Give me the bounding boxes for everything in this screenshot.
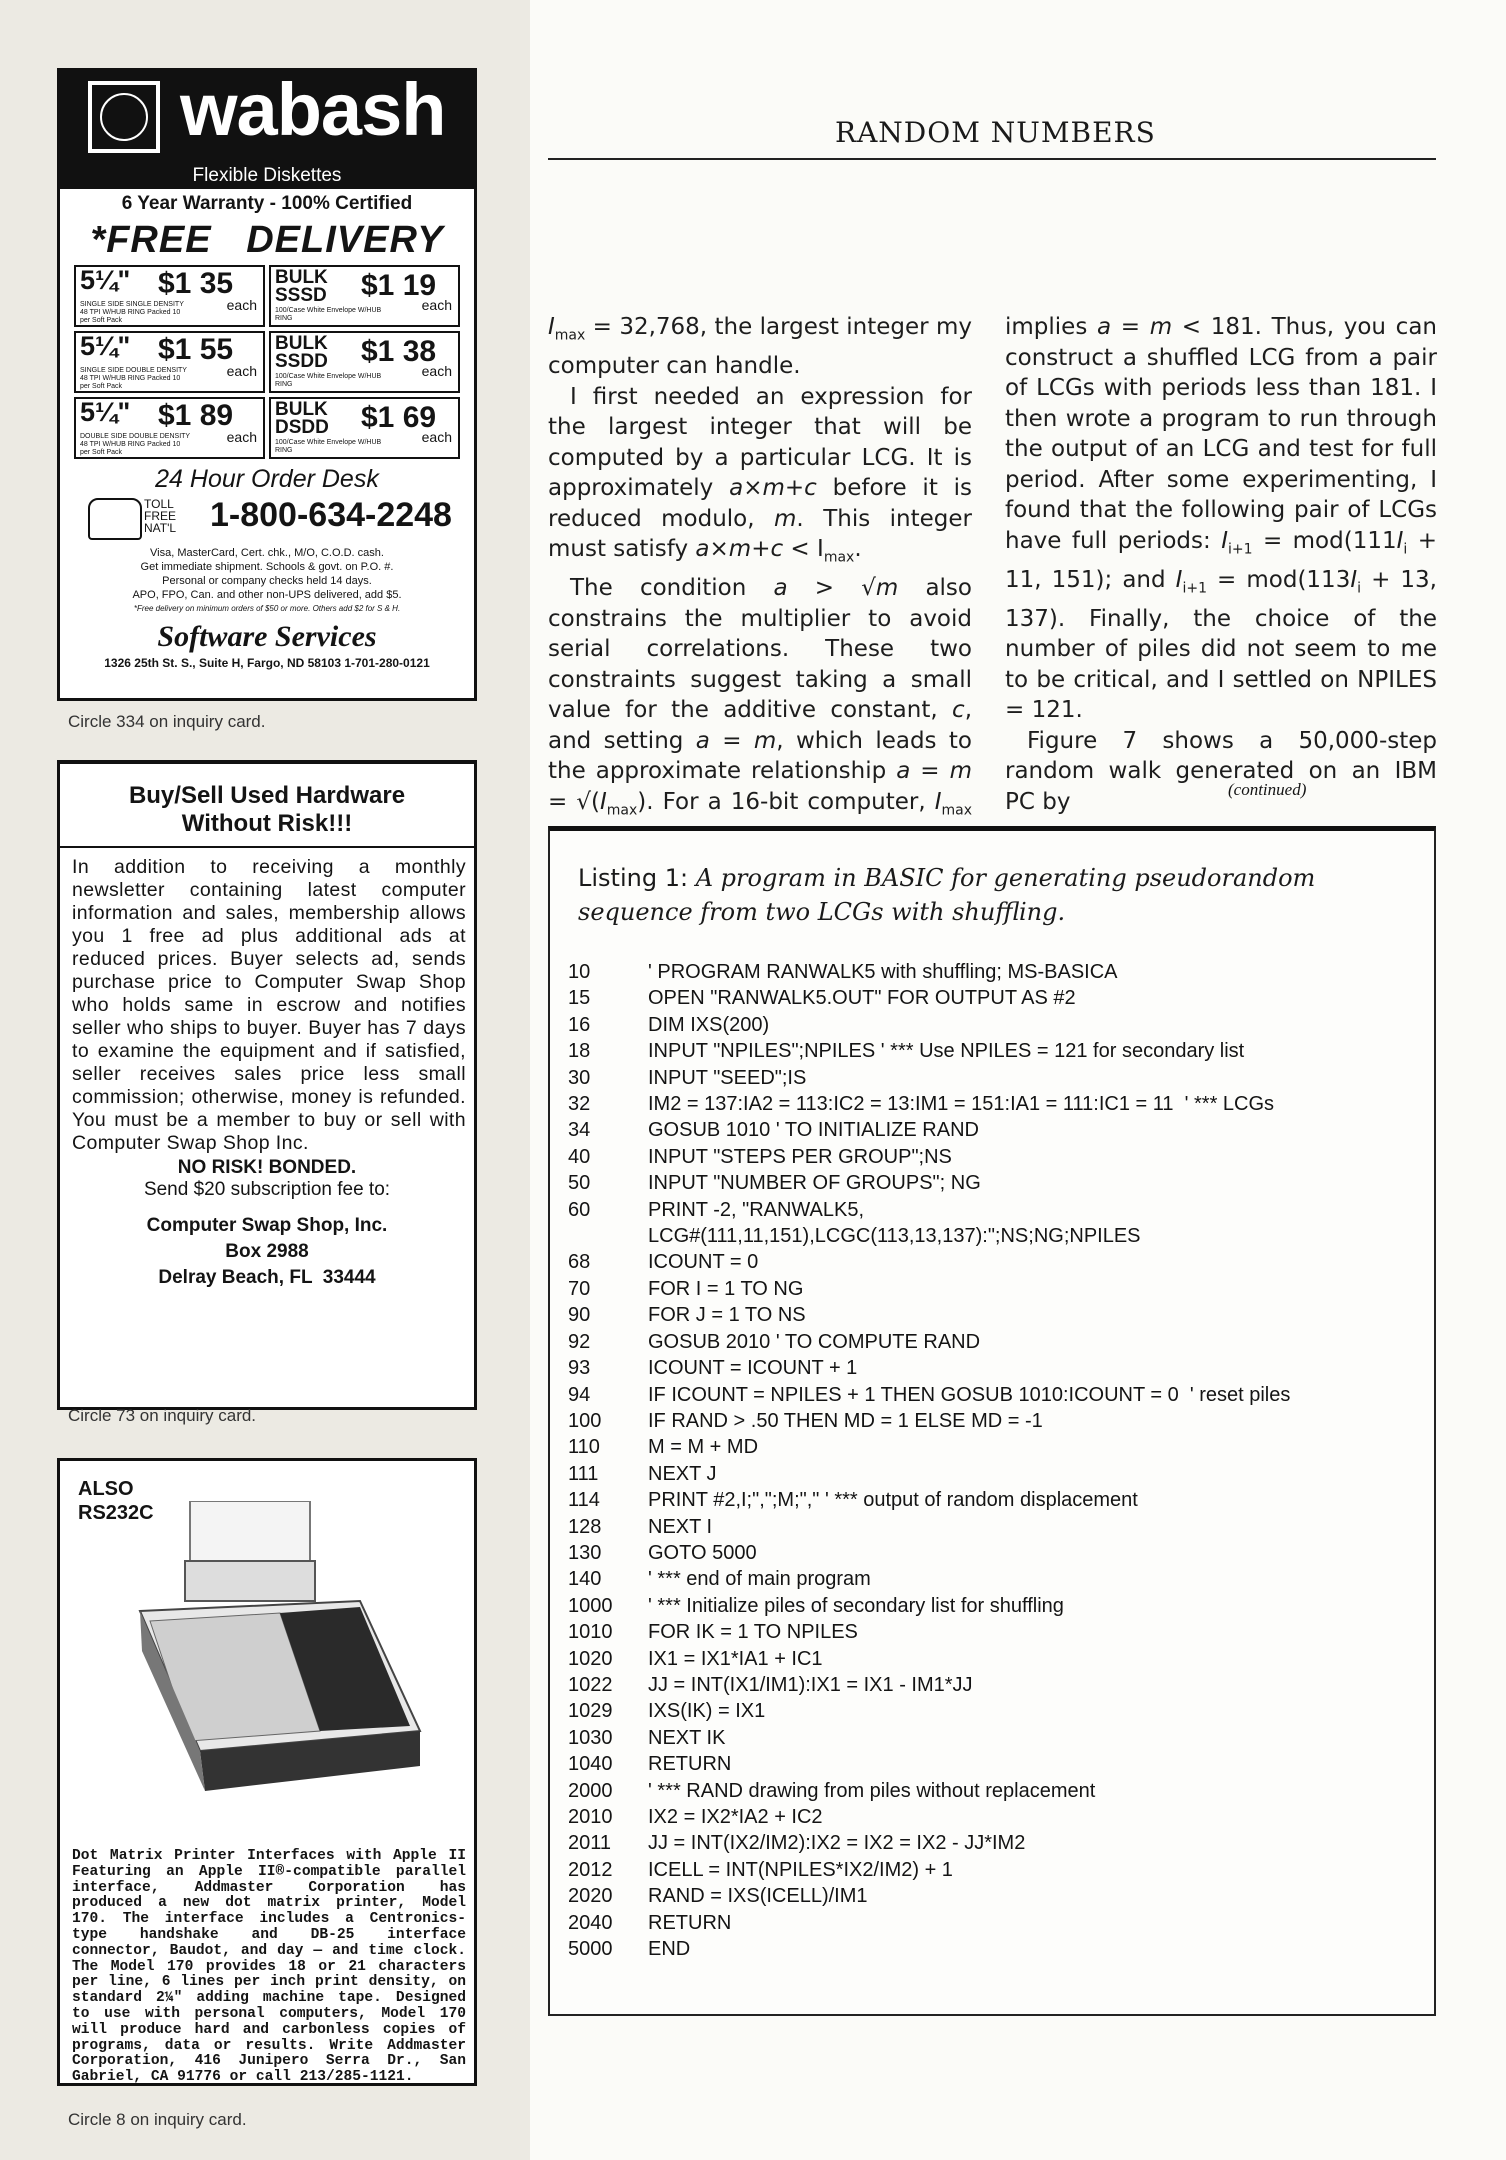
line-number: 40 <box>568 1145 591 1168</box>
line-number: 18 <box>568 1040 591 1063</box>
code-line <box>568 1540 1290 1566</box>
line-number: 111 <box>568 1462 599 1485</box>
swap-city: Delray Beach, FL 33444 <box>158 1267 376 1288</box>
line-code: NEXT J <box>648 1462 717 1485</box>
inquiry-caption: Circle 8 on inquiry card. <box>68 2110 247 2129</box>
line-number: 1022 <box>568 1673 613 1696</box>
code-line <box>568 1566 1290 1592</box>
line-code: ICOUNT = 0 <box>648 1251 759 1274</box>
line-code: IXS(IK) = IX1 <box>648 1700 766 1723</box>
code-line <box>568 1672 1290 1698</box>
code-line <box>568 1487 1290 1513</box>
software-services: Software Services <box>157 620 377 653</box>
line-number: 70 <box>568 1277 591 1300</box>
fine-print-line: Get immediate shipment. Schools & govt. on P.O. #. <box>140 561 394 573</box>
line-code: NEXT IK <box>648 1726 726 1749</box>
code-line <box>568 1382 1290 1408</box>
line-number: 130 <box>568 1541 602 1564</box>
line-number: 10 <box>568 961 591 983</box>
inquiry-caption: Circle 73 on inquiry card. <box>68 1406 257 1425</box>
fine-print-line: Visa, MasterCard, Cert. chk., M/O, C.O.D. cash. <box>150 547 384 559</box>
wabash-ad <box>57 68 477 701</box>
line-number: 34 <box>568 1119 591 1142</box>
wabash-warranty: 6 Year Warranty - 100% Certified <box>121 193 413 214</box>
article-column-1 <box>548 312 972 856</box>
send-fee: Send $20 subscription fee to: <box>143 1179 391 1200</box>
code-line <box>568 1857 1290 1883</box>
line-number: 93 <box>568 1357 591 1380</box>
code-line <box>568 1883 1290 1909</box>
product-each: each <box>226 363 257 379</box>
fine-print-line: APO, FPO, Can. and other non-UPS delivered, add $5. <box>132 589 402 601</box>
no-risk: NO RISK! BONDED. <box>177 1157 357 1178</box>
line-code: ' *** RAND drawing from piles without replacement <box>648 1779 1096 1802</box>
code-line <box>568 1355 1290 1381</box>
product-price: $1 55 <box>158 333 234 366</box>
line-number: 15 <box>568 987 591 1010</box>
code-line <box>568 1725 1290 1751</box>
line-number: 100 <box>568 1409 602 1432</box>
swap-box: Box 2988 <box>225 1241 309 1262</box>
line-code: IF RAND > .50 THEN MD = 1 ELSE MD = -1 <box>648 1409 1043 1432</box>
line-code: OPEN "RANWALK5.OUT" FOR OUTPUT AS #2 <box>648 987 1076 1010</box>
line-number: 68 <box>568 1251 591 1274</box>
line-number: 1029 <box>568 1700 613 1723</box>
product-size: 5¼" <box>80 397 131 427</box>
code-line <box>568 1223 1290 1249</box>
code-line <box>568 1091 1290 1117</box>
code-line <box>568 1408 1290 1434</box>
line-code: RETURN <box>648 1753 732 1776</box>
fine-print-line: Personal or company checks held 14 days. <box>162 575 372 587</box>
article-column-2 <box>1005 312 1437 817</box>
product-cell <box>269 331 460 393</box>
phone-number: 1-800-634-2248 <box>210 496 452 534</box>
inquiry-caption: Circle 334 on inquiry card. <box>68 712 266 731</box>
paragraph: implies a = m < 181. Thus, you can construct a shuffled LCG from a pair of LCGs with periods less than 181. I then wrote a program to run through the output of an LCG and test for full period. After some experimenting, I found that the following pair of LCGs have full periods: $I_{i+1} = mod(111I_i + 11$, 151); and $I_{i+1} = mod(113I_i + 13$, 137). Finally, the choice of the number of piles did not seem to me to be critical, and I settled on NPILES = 121. <box>1005 314 1437 724</box>
product-each: each <box>226 429 257 445</box>
line-code: ' *** end of main program <box>648 1568 871 1591</box>
code-line <box>568 1910 1290 1936</box>
code-line <box>568 1329 1290 1355</box>
printer-ad <box>57 1458 477 2086</box>
line-number: 110 <box>568 1436 600 1459</box>
product-cell <box>269 397 460 459</box>
printer-image <box>130 1501 430 1831</box>
line-number: 140 <box>568 1568 602 1591</box>
product-price: $1 35 <box>158 267 234 300</box>
product-cell <box>269 265 460 327</box>
line-number: 114 <box>568 1489 600 1512</box>
line-number: 94 <box>568 1383 591 1406</box>
code-line <box>568 1197 1290 1223</box>
line-number: 2000 <box>568 1779 613 1802</box>
line-code: FOR J = 1 TO NS <box>648 1304 806 1327</box>
swap-body: In addition to receiving a monthly newsletter containing latest computer information and sales, membership allows you 1 free ad plus additional ads at reduced prices. Buyer selects ad, sends purchase price to Computer Swap Shop who holds same in escrow and notifies seller who ships to buyer. Buyer has 7 days to examine the equipment and if satisfied, seller receives sales price less small commission; otherwise, money is refunded. You must be a member to buy or sell with Computer Swap Shop Inc. <box>72 856 466 1154</box>
code-line <box>568 1698 1290 1724</box>
product-size: 5¼" <box>80 265 131 295</box>
product-size: BULK DSDD <box>275 399 329 438</box>
code-line <box>568 1646 1290 1672</box>
code-listing <box>568 959 1290 1962</box>
line-number: 5000 <box>568 1938 613 1961</box>
free-delivery <box>60 219 474 261</box>
phone-row <box>60 496 474 546</box>
paragraph: The condition a > √m also constrains the multiplier to avoid serial correlations. These two constraints suggest taking a small value for the additive constant, c, and setting a = m, which leads to the approximate relationship $a = m = √(I_{max})$. For a 16-bit computer, $I_{max}$ <box>548 575 972 819</box>
listing-caption: A program in BASIC for generating pseudorandom sequence from two LCGs with shuffling. <box>578 864 1316 926</box>
line-code: PRINT #2,I;",";M;"," ' *** output of random displacement <box>648 1489 1138 1512</box>
listing-label: Listing 1: <box>578 864 689 892</box>
wabash-subtitle: Flexible Diskettes <box>60 163 474 189</box>
product-desc: SINGLE SIDE SINGLE DENSITY 48 TPI W/HUB RING Packed 10 per Soft Pack <box>80 301 184 324</box>
product-price: $1 89 <box>158 399 234 432</box>
code-line <box>568 1276 1290 1302</box>
line-number: 2010 <box>568 1806 613 1828</box>
company-address: 1326 25th St. S., Suite H, Fargo, ND 58103 1-701-280-0121 <box>104 656 430 670</box>
code-line <box>568 1593 1290 1619</box>
code-line <box>568 1514 1290 1540</box>
line-code: INPUT "NUMBER OF GROUPS"; NG <box>648 1172 981 1195</box>
line-number: 1020 <box>568 1647 613 1670</box>
swap-company: Computer Swap Shop, Inc. <box>146 1215 388 1236</box>
line-code: FOR I = 1 TO NG <box>648 1277 804 1300</box>
also-rs232c: ALSO RS232C <box>78 1478 154 1524</box>
product-cell <box>74 397 265 459</box>
line-code: RETURN <box>648 1911 732 1934</box>
line-code: INPUT "SEED";IS <box>648 1066 807 1089</box>
page-header-text: RANDOM NUMBERS <box>835 116 1156 149</box>
product-each: each <box>421 297 452 313</box>
line-code: GOSUB 1010 ' TO INITIALIZE RAND <box>648 1119 979 1142</box>
line-number: 16 <box>568 1013 591 1036</box>
line-number: 90 <box>568 1304 591 1327</box>
line-code: PRINT -2, "RANWALK5, <box>648 1198 865 1221</box>
line-code: JJ = INT(IX2/IM2):IX2 = IX2 = IX2 - JJ*IM2 <box>648 1832 1026 1855</box>
wabash-brand: wabash <box>180 68 446 151</box>
code-line <box>568 1117 1290 1143</box>
product-each: each <box>226 297 257 313</box>
code-line <box>568 1249 1290 1275</box>
divider <box>60 846 474 848</box>
code-line <box>568 1830 1290 1856</box>
product-price: $1 69 <box>361 401 437 434</box>
fine-print-line: *Free delivery on minimum orders of $50 or more. Others add $2 for S & H. <box>133 604 401 613</box>
line-code: IX1 = IX1*IA1 + IC1 <box>648 1647 823 1670</box>
code-line <box>568 1302 1290 1328</box>
line-code: END <box>648 1938 691 1961</box>
listing-box <box>548 826 1436 2016</box>
wabash-header <box>60 68 474 163</box>
line-number: 2011 <box>568 1832 612 1855</box>
line-number: 2040 <box>568 1911 613 1934</box>
line-number <box>568 1223 648 1249</box>
paragraph: I first needed an expression for the largest integer that will be computed by a particular LCG. It is approximately a×m+c before it is reduced modulo, m. This integer must satisfy $a\times m+c < I_{max}$. <box>548 383 972 566</box>
paragraph: Figure 7 shows a 50,000-step random walk generated on an IBM PC by <box>1005 727 1437 815</box>
product-size: 5¼" <box>80 331 131 361</box>
header-rule <box>548 158 1436 160</box>
line-code: IM2 = 137:IA2 = 113:IC2 = 13:IM1 = 151:IA1 = 111:IC1 = 11 ' *** LCGs <box>648 1093 1275 1116</box>
line-number: 1010 <box>568 1621 613 1644</box>
code-line <box>568 1461 1290 1487</box>
line-number: 32 <box>568 1093 591 1116</box>
line-code: ' PROGRAM RANWALK5 with shuffling; MS-BASICA <box>648 961 1118 983</box>
line-code: GOTO 5000 <box>648 1541 757 1564</box>
product-desc: 100/Case White Envelope W/HUB RING <box>275 307 382 322</box>
line-code: ICELL = INT(NPILES*IX2/IM2) + 1 <box>648 1858 953 1881</box>
product-desc: SINGLE SIDE DOUBLE DENSITY 48 TPI W/HUB RING Packed 10 per Soft Pack <box>80 367 187 390</box>
line-number: 2012 <box>568 1858 613 1881</box>
line-code: ' *** Initialize piles of secondary list for shuffling <box>648 1594 1064 1617</box>
free-delivery-text: *FREE DELIVERY <box>90 219 444 261</box>
line-code: LCG#(111,11,151),LCGC(113,13,137):";NS;NG;NPILES <box>648 1225 1141 1248</box>
line-code: ICOUNT = ICOUNT + 1 <box>648 1357 858 1380</box>
line-number: 2020 <box>568 1885 613 1908</box>
wabash-logo-icon <box>88 81 160 153</box>
code-line <box>568 959 1290 985</box>
line-code: IF ICOUNT = NPILES + 1 THEN GOSUB 1010:ICOUNT = 0 ' reset piles <box>648 1383 1291 1406</box>
product-desc: DOUBLE SIDE DOUBLE DENSITY 48 TPI W/HUB RING Packed 10 per Soft Pack <box>80 433 190 456</box>
product-desc: 100/Case White Envelope W/HUB RING <box>275 373 382 388</box>
line-code: RAND = IXS(ICELL)/IM1 <box>648 1885 868 1908</box>
code-line <box>568 1144 1290 1170</box>
continued-label: (continued) <box>1228 780 1307 799</box>
line-number: 1040 <box>568 1753 613 1776</box>
line-code: INPUT "STEPS PER GROUP";NS <box>648 1145 952 1168</box>
product-cell <box>74 331 265 393</box>
line-code: GOSUB 2010 ' TO COMPUTE RAND <box>648 1330 981 1353</box>
printer-description: Dot Matrix Printer Interfaces with Apple II Featuring an Apple II®-compatible parallel interface, Addmaster Corporation has produced a new dot matrix printer, Model 170. The interface includes a Centronics-type handshake and DB-25 interface connector, Baudot, and day — and time clock. The Model 170 provides 18 or 21 characters per line, 6 lines per inch print density, on standard 2¼" adding machine tape. Designed to use with personal computers, Model 170 will produce hard and carbonless copies of programs, data or results. Write Addmaster Corporation, 416 Junipero Serra Dr., San Gabriel, CA 91776 or call 213/285-1121. <box>72 1848 466 2086</box>
code-line <box>568 1170 1290 1196</box>
product-price: $1 19 <box>361 269 437 302</box>
code-line <box>568 1434 1290 1460</box>
code-line <box>568 1619 1290 1645</box>
line-number: 60 <box>568 1198 591 1221</box>
order-desk: 24 Hour Order Desk <box>155 465 379 493</box>
line-code: DIM IXS(200) <box>648 1013 770 1036</box>
code-line <box>568 985 1290 1011</box>
product-cell <box>74 265 265 327</box>
line-code: M = M + MD <box>648 1436 759 1459</box>
line-number: 50 <box>568 1172 591 1195</box>
code-line <box>568 1778 1290 1804</box>
product-price: $1 38 <box>361 335 437 368</box>
ad-column <box>0 0 530 2160</box>
product-size: BULK SSDD <box>275 333 328 372</box>
line-number: 1030 <box>568 1726 613 1749</box>
product-each: each <box>421 429 452 445</box>
swap-shop-ad <box>57 760 477 1410</box>
product-size: BULK SSSD <box>275 267 328 306</box>
product-grid <box>74 265 460 459</box>
product-each: each <box>421 363 452 379</box>
code-line <box>568 1065 1290 1091</box>
line-code: INPUT "NPILES";NPILES ' *** Use NPILES = 121 for secondary list <box>648 1040 1245 1063</box>
line-number: 92 <box>568 1330 591 1353</box>
code-line <box>568 1038 1290 1064</box>
line-code: FOR IK = 1 TO NPILES <box>648 1621 858 1644</box>
code-line <box>568 1012 1290 1038</box>
code-line <box>568 1804 1290 1830</box>
telephone-icon <box>88 498 142 540</box>
product-desc: 100/Case White Envelope W/HUB RING <box>275 439 382 454</box>
line-code: IX2 = IX2*IA2 + IC2 <box>648 1806 823 1828</box>
line-code: JJ = INT(IX1/IM1):IX1 = IX1 - IM1*JJ <box>648 1673 973 1696</box>
swap-title: Buy/Sell Used Hardware Without Risk!!! <box>128 782 406 837</box>
line-number: 128 <box>568 1515 602 1538</box>
line-code: NEXT I <box>648 1515 713 1538</box>
fine-print <box>60 546 474 616</box>
toll-free-label: TOLL FREE NAT'L <box>144 497 177 535</box>
line-number: 30 <box>568 1066 591 1089</box>
line-number: 1000 <box>568 1594 613 1617</box>
code-line <box>568 1751 1290 1777</box>
code-line <box>568 1936 1290 1962</box>
paragraph: $I_{max} = 32,768$, the largest integer my computer can handle. <box>548 314 972 380</box>
listing-title <box>578 861 1434 929</box>
